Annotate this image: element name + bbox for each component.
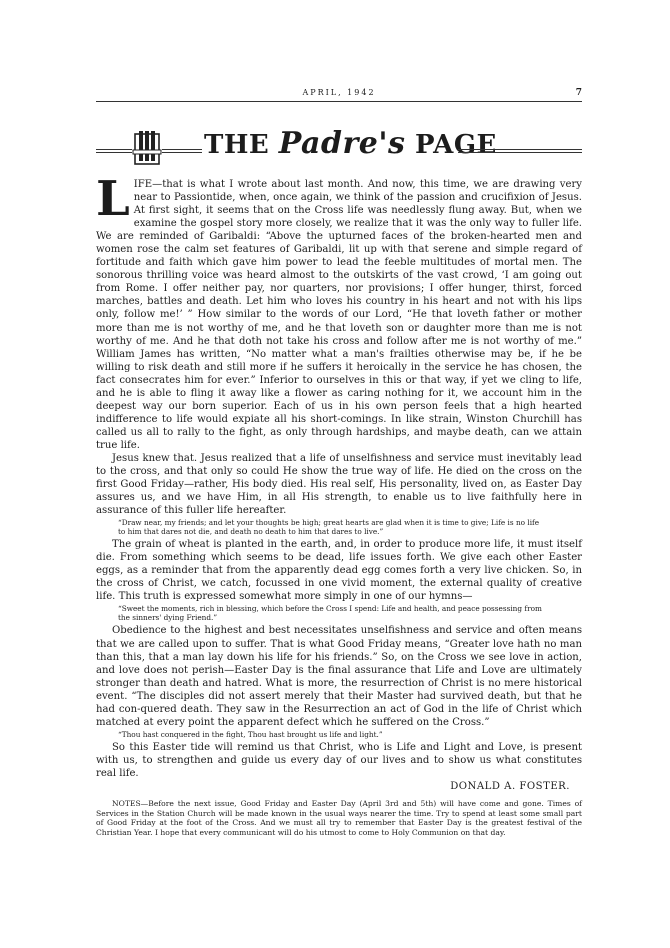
chapel-logo-icon: [132, 128, 162, 166]
title-rule-right: [458, 149, 582, 150]
quote-1: “Draw near, my friends; and let your thoughts be high; great hearts are glad when it is time to give; Life is no life to him that dares not die, and death no death to him that dares to live.”: [118, 518, 540, 537]
title-rule-left: [96, 149, 132, 150]
paragraph-3: The grain of wheat is planted in the earth, and, in order to produce more life, it must itself die. From something which seems to be dead, life issues forth. We give each other Easter eggs, as a reminder that from the apparently dead egg comes forth a very live chicken. So, in the cross of Christ, we catch, focussed in one vivid moment, the external quality of creative life. This truth is expressed somewhat more simply in one of our hymns—: [96, 539, 582, 603]
quote-3: “Thou hast conquered in the fight, Thou hast brought us life and light.”: [118, 729, 383, 739]
paragraph-2: Jesus knew that. Jesus realized that a life of unselfishness and service must inevitably lead to the cross, and that only so could He show the true way of life. He died on the cross on the first Good Friday—rather, His body died. His real self, His personality, lived on, as Easter Day assures us, and we have Him, in all His strength, to enable us to live faithfully here in assurance of this fuller life hereafter.: [96, 452, 582, 517]
header-rule: [96, 101, 582, 102]
page-number: 7: [575, 88, 582, 98]
signature-row: [96, 780, 582, 793]
paragraph-5: So this Easter tide will remind us that Christ, who is Life and Light and Love, is present with us, to strengthen and guide us every day of our lives and to show us what constitutes real life.: [96, 741, 582, 779]
title-banner: [96, 126, 582, 168]
paragraph-1: [96, 171, 582, 452]
page-title: [204, 126, 497, 161]
page-header: [96, 88, 582, 102]
title-rule-mid: [162, 149, 202, 150]
paragraph-1-text: IFE—that is what I wrote about last month. And now, this time, we are drawing very near to Passiontide, when, once again, we think of the passion and crucifixion of Jesus. At first sight, it seems that on the Cross life was needlessly flung away. But, when we examine the gospel story more closely, we realize that it was the only way to fuller life. We are reminded of Garibaldi: “Above the upturned faces of the broken-hearted men and women rose the calm set features of Garibaldi, lit up with that serene and simple regard of fortitude and faith which gave him power to lead the feeble multitudes of mortal men. The sonorous thrilling voice was heard almost to the outskirts of the vast crowd, ‘I am going out from Rome. I offer neither pay, nor quarters, nor provisions; I offer hunger, thirst, forced marches, battles and death. Let him who loves his country in his heart and not with his lips only, follow me!’ ” How similar to the words of our Lord, “He that loveth father or mother more than me is not worthy of me, and he that loveth son or daughter more than me is not worthy of me. And he that doth not take his cross and follow after me is not worthy of me.” William James has written, “No matter what a man's frailties otherwise may be, if he be willing to risk death and still more if he suffers it heroically in the service he has chosen, the fact consecrates him for ever.” Inferior to ourselves in this or that way, if yet we cling to life, and he is able to fling it away like a flower as caring nothing for it, we account him in the deepest way our born superior. Each of us in his own person feels that a high hearted indifference to life would expiate all his short-comings. In like strain, Winston Churchill has called us all to rally to the fight, as only through hardships, and maybe death, can we attain true life.: [96, 179, 582, 451]
article-body: [96, 171, 582, 837]
signature: DONALD A. FOSTER.: [450, 780, 570, 792]
drop-cap: L: [96, 171, 130, 227]
quote-2: “Sweet the moments, rich in blessing, which before the Cross I spend: Life and health, and peace possessing from the sinners' dying Friend.”: [118, 604, 542, 623]
title-suffix: PAGE: [405, 130, 497, 160]
title-prefix: THE: [204, 130, 279, 160]
issue-date: APRIL, 1942: [302, 88, 376, 97]
notes: NOTES—Before the next issue, Good Friday and Easter Day (April 3rd and 5th) will have come and gone. Times of Services in the Station Church will be made known in the usual ways nearer the time. Try to spend at least some small part of Good Friday at the foot of the Cross. And we must all try to remember that Easter Day is the greatest festival of the Christian Year. I hope that every communicant will do his utmost to come to Holy Communion on that day.: [96, 799, 582, 837]
title-rule-left-2: [96, 152, 132, 153]
paragraph-4: Obedience to the highest and best necessitates unselfishness and service and often means that we are called upon to suffer. That is what Good Friday means, “Greater love hath no man than this, that a man lay down his life for his friends.” So, on the Cross we see love in action, and love does not perish—Easter Day is the final assurance that Life and Love are ultimately stronger than death and hatred. What is more, the resurrection of Christ is no mere historical event. “The disciples did not assert merely that their Master had survived death, but that he had con-quered death. They saw in the Resurrection an act of God in the life of Christ which matched at every point the apparent defect which he suffered on the Cross.”: [96, 625, 582, 728]
title-rule-mid-2: [162, 152, 202, 153]
title-padre: Padre's: [278, 126, 406, 161]
title-rule-right-2: [458, 152, 582, 153]
